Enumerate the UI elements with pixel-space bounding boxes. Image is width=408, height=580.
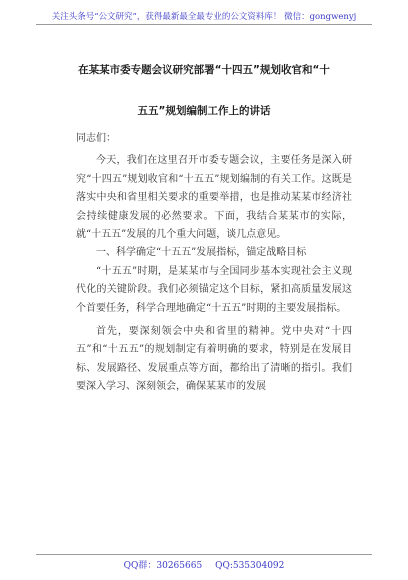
document-body (76, 130, 352, 397)
footer (0, 558, 408, 571)
header-divider (36, 24, 372, 25)
footer-qq: QQ:535304092 (215, 561, 285, 571)
section-heading-1: 一、科学确定“十五五”发展指标，锚定战略目标 (96, 247, 307, 259)
paragraph-target: “十五五”时期，是某某市与全国同步基本实现社会主义现代化的关键阶段。我们必须锚定这个目标，紧扣高质量发展这个首要任务，科学合理地确定“十五五”时期的主要发展指标。 (76, 265, 352, 314)
greeting: 同志们： (76, 133, 116, 144)
footer-divider (36, 554, 372, 555)
paragraph-first-point: 首先，要深刻领会中央和省里的精神。党中央对“十四五”和“十五五”的规划制定有着明确的要求，特别是在发展目标、发展路径、发展重点等方面，都给出了清晰的指引。我们要深入学习、深刻领会，确保某某市的发展 (76, 326, 352, 393)
footer-qq-group: QQ群：30265665 (123, 561, 203, 571)
document-title-line-1: 在某某市委专题会议研究部署“十四五”规划收官和“十 (78, 64, 330, 76)
paragraph-intro: 今天，我们在这里召开市委专题会议，主要任务是深入研究“十四五”规划收官和“十五五”规划编制的有关工作。这既是落实中央和省里相关要求的重要举措，也是推动某某市经济社会持续健康发展的必然要求。下面，我结合某某市的实际，就“十五五”发展的几个重大问题，谈几点意见。 (76, 155, 352, 241)
header-banner: 关注头条号“公文研究”，获得最新最全最专业的公文资料库！ 微信：gongwenyj (51, 12, 357, 22)
document-title-line-2: 五五”规划编制工作上的讲话 (137, 105, 271, 117)
